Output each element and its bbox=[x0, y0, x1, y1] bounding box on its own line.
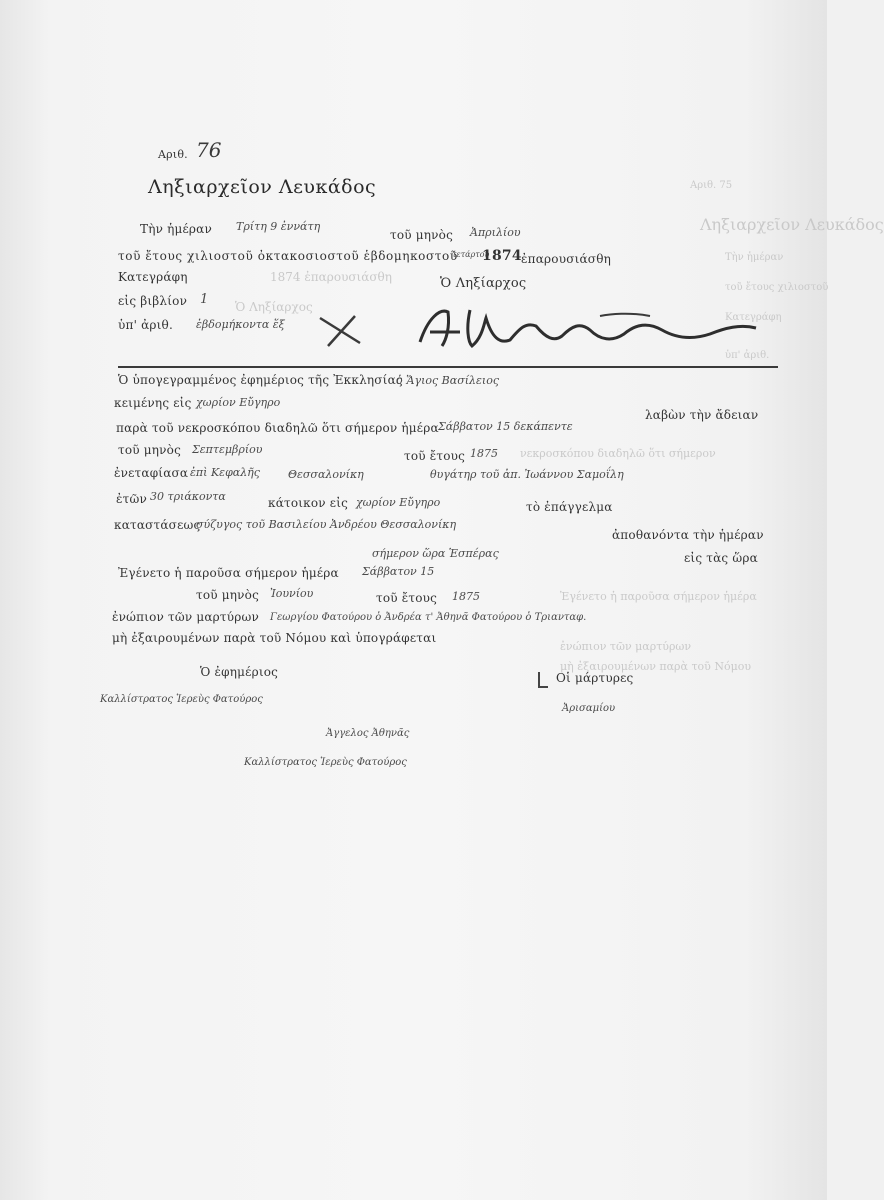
body-line-10: τοῦ μηνὸς bbox=[196, 588, 260, 602]
book-value: 1 bbox=[200, 292, 209, 307]
body-line-7: καταστάσεως bbox=[114, 518, 201, 532]
reg-number-label: ὑπ' ἀριθ. bbox=[118, 318, 173, 332]
bracket-mark bbox=[538, 672, 548, 688]
bleed-through-text: Ληξιαρχεῖον Λευκάδος bbox=[700, 215, 884, 234]
month-value: Ἀπριλίου bbox=[470, 226, 521, 239]
witnesses-label: Οἱ μάρτυρες bbox=[556, 671, 634, 685]
number-value: 76 bbox=[196, 138, 222, 162]
witness-signature-3: Καλλίστρατος Ἱερεὺς Φατούρος bbox=[244, 757, 407, 768]
body-line-6: ἐτῶν bbox=[116, 492, 147, 506]
bleed-through-text: τοῦ ἔτους χιλιοστοῦ bbox=[725, 282, 829, 293]
body-line-4b: τοῦ ἔτους bbox=[404, 449, 466, 463]
body-line-12: μὴ ἐξαιρουμένων παρὰ τοῦ Νόμου καὶ ὑπογράφεται bbox=[112, 631, 437, 645]
presented-label: ἐπαρουσιάσθη bbox=[521, 252, 612, 266]
marital-status: σύζυγος τοῦ Βασιλείου Ἀνδρέου Θεσσαλονίκη bbox=[196, 518, 457, 531]
body-line-6b: κάτοικον εἰς bbox=[268, 496, 349, 510]
bleed-through-text: Τὴν ἡμέραν bbox=[725, 252, 784, 263]
body-line-4: τοῦ μηνὸς bbox=[118, 443, 182, 457]
bleed-through-text: Κατεγράφη bbox=[725, 312, 782, 323]
bleed-through-text: 1874 ἐπαρουσιάσθη bbox=[270, 270, 392, 284]
deceased-age: 30 τριάκοντα bbox=[150, 490, 226, 503]
year-label: τοῦ ἔτους χιλιοστοῦ ὀκτακοσιοστοῦ ἑβδομηκοστοῦ bbox=[118, 249, 458, 263]
year-handwritten: τετάρτου bbox=[452, 250, 490, 259]
bleed-through-text: μὴ ἐξαιρουμένων παρὰ τοῦ Νόμου bbox=[560, 660, 752, 673]
church-name: ὁ Ἅγιος Βασίλειος bbox=[396, 374, 499, 387]
body-line-1: Ὁ ὑπογεγραμμένος ἐφημέριος τῆς Ἐκκλησίας bbox=[118, 373, 403, 387]
office-title: Ληξιαρχεῖον Λευκάδος bbox=[148, 176, 377, 198]
bleed-through-text: Αριθ. 75 bbox=[690, 180, 733, 191]
witness-signature-2: Ἀγγελος Ἀθηνᾶς bbox=[326, 728, 410, 739]
witness-signature-1: Ἀρισαμίου bbox=[562, 703, 616, 714]
day-value: Τρίτη 9 ἐννάτη bbox=[236, 220, 321, 233]
burial-month: Σεπτεμβρίου bbox=[192, 443, 263, 456]
body-line-10b: τοῦ ἔτους bbox=[376, 591, 438, 605]
body-line-2: κειμένης εἰς bbox=[114, 396, 192, 410]
section-divider bbox=[118, 366, 778, 368]
bleed-through-text: ὑπ' ἀριθ. bbox=[725, 350, 770, 361]
deceased-name: Θεσσαλονίκη bbox=[288, 468, 364, 481]
priest-label: Ὁ ἐφημέριος bbox=[200, 665, 279, 679]
deceased-parent: θυγάτηρ τοῦ ἀπ. Ἰωάννου Σαμοΐλη bbox=[430, 468, 624, 481]
burial-day: Σάββατον 15 δεκάπεντε bbox=[438, 420, 573, 433]
month-label: τοῦ μηνὸς bbox=[390, 228, 454, 242]
registrar-title: Ὁ Ληξίαρχος bbox=[440, 276, 527, 291]
bleed-through-text: ἐνώπιον τῶν μαρτύρων bbox=[560, 640, 692, 653]
book-label: εἰς βιβλίον bbox=[118, 294, 188, 308]
church-location: χωρίον Εὔγηρο bbox=[196, 396, 281, 409]
reg-number-value: ἑβδομήκοντα ἕξ bbox=[196, 318, 285, 331]
deceased-residence: χωρίον Εὔγηρο bbox=[356, 496, 441, 509]
record-day: Σάββατον 15 bbox=[362, 565, 435, 578]
bleed-through-text: Ὁ Ληξίαρχος bbox=[235, 300, 313, 314]
body-line-7b: ἀποθανόντα τὴν ἡμέραν bbox=[612, 528, 764, 542]
day-label: Τὴν ἡμέραν bbox=[140, 222, 212, 236]
body-line-3: παρὰ τοῦ νεκροσκόπου διαδηλῶ ὅτι σήμερον ἡμέρα bbox=[116, 421, 439, 435]
body-line-11: ἐνώπιον τῶν μαρτύρων bbox=[112, 610, 260, 624]
record-year: 1875 bbox=[452, 590, 480, 603]
burial-year: 1875 bbox=[470, 447, 498, 460]
body-line-5: ἐνεταφίασα bbox=[114, 466, 189, 480]
body-line-6c: τὸ ἐπάγγελμα bbox=[526, 500, 613, 514]
year-number: 1874 bbox=[482, 248, 522, 264]
registrar-signature bbox=[300, 298, 770, 358]
bleed-through-text: Ἐγένετο ἡ παροῦσα σήμερον ἡμέρα bbox=[560, 590, 757, 603]
deceased-detail: ἐπὶ Κεφαλῆς bbox=[190, 466, 260, 479]
category-label: Κατεγράφη bbox=[118, 270, 188, 284]
body-line-8: εἰς τὰς ὥρα bbox=[684, 551, 758, 565]
body-line-2b: λαβὼν τὴν ἄδειαν bbox=[645, 408, 759, 422]
number-label: Αριθ. bbox=[158, 148, 188, 161]
witness-names: Γεωργίου Φατούρου ὁ Ἀνδρέα τ' Ἀθηνᾶ Φατούρου ὁ Τριανταφ. bbox=[270, 612, 587, 623]
priest-signature: Καλλίστρατος Ἱερεὺς Φατούρος bbox=[100, 694, 263, 705]
bleed-through-text: νεκροσκόπου διαδηλῶ ὅτι σήμερον bbox=[520, 447, 716, 460]
body-line-9: Ἐγένετο ἡ παροῦσα σήμερον ἡμέρα bbox=[118, 566, 339, 580]
record-month: Ἰουνίου bbox=[270, 587, 314, 600]
death-time: σήμερον ὥρα Ἑσπέρας bbox=[372, 547, 499, 560]
